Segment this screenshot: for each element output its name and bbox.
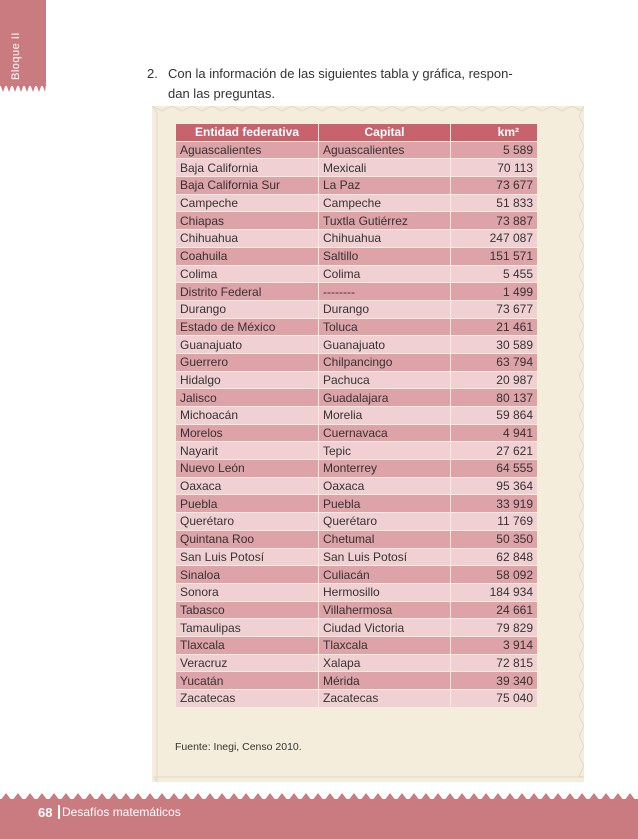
cell-km2: 24 661 [450,602,537,619]
cell-entidad: Colima [175,266,318,283]
cell-entidad: Morelos [175,425,318,442]
cell-capital: Villahermosa [318,602,450,619]
cell-km2: 95 364 [450,478,537,495]
cell-km2: 27 621 [450,442,537,459]
cell-km2: 59 864 [450,407,537,424]
cell-capital: Culiacán [318,566,450,583]
question-line-2: dan las preguntas. [168,86,275,101]
cell-entidad: Yucatán [175,672,318,689]
table-row [175,212,537,229]
table-row [175,230,537,247]
cell-km2: 39 340 [450,672,537,689]
table-row [175,690,537,707]
cell-entidad: Guerrero [175,354,318,371]
cell-capital: Toluca [318,319,450,336]
table-row [175,248,537,265]
table-row [175,549,537,566]
cell-km2: 11 769 [450,513,537,530]
cell-km2: 80 137 [450,389,537,406]
table-row [175,177,537,194]
footer-zigzag [0,793,638,801]
table-row [175,336,537,353]
cell-km2: 50 350 [450,531,537,548]
cell-entidad: Zacatecas [175,690,318,707]
cell-entidad: Puebla [175,495,318,512]
footer-separator [58,805,60,819]
cell-capital: -------- [318,283,450,300]
cell-capital: Cuernavaca [318,425,450,442]
cell-entidad: Hidalgo [175,372,318,389]
header-km2: km² [450,124,537,141]
table-row [175,372,537,389]
cell-capital: Oaxaca [318,478,450,495]
cell-km2: 30 589 [450,336,537,353]
table-row [175,655,537,672]
cell-capital: Tepic [318,442,450,459]
cell-km2: 247 087 [450,230,537,247]
table-row [175,425,537,442]
table-row [175,602,537,619]
cell-capital: Pachuca [318,372,450,389]
cell-capital: Colima [318,266,450,283]
cell-entidad: Baja California Sur [175,177,318,194]
cell-km2: 72 815 [450,655,537,672]
cell-km2: 20 987 [450,372,537,389]
cell-capital: Xalapa [318,655,450,672]
cell-km2: 21 461 [450,319,537,336]
header-entidad: Entidad federativa [175,124,318,141]
cell-capital: Morelia [318,407,450,424]
cell-km2: 33 919 [450,495,537,512]
cell-capital: Zacatecas [318,690,450,707]
cell-capital: Mexicali [318,159,450,176]
cell-capital: Chilpancingo [318,354,450,371]
cell-km2: 70 113 [450,159,537,176]
cell-capital: Durango [318,301,450,318]
cell-entidad: Coahuila [175,248,318,265]
table-row [175,389,537,406]
cell-entidad: Campeche [175,195,318,212]
table-row [175,195,537,212]
cell-entidad: Oaxaca [175,478,318,495]
table-row [175,495,537,512]
cell-km2: 1 499 [450,283,537,300]
question-number: 2. [147,66,158,81]
book-title: Desafíos matemáticos [62,805,181,819]
page-number: 68 [38,805,53,820]
cell-entidad: Veracruz [175,655,318,672]
source-note: Fuente: Inegi, Censo 2010. [175,741,302,753]
cell-km2: 3 914 [450,637,537,654]
cell-capital: San Luis Potosí [318,549,450,566]
cell-capital: Guadalajara [318,389,450,406]
cell-capital: Saltillo [318,248,450,265]
table-row [175,407,537,424]
cell-km2: 75 040 [450,690,537,707]
cell-km2: 73 677 [450,177,537,194]
table-row [175,142,537,159]
cell-entidad: Sinaloa [175,566,318,583]
table-row [175,319,537,336]
cell-entidad: Nayarit [175,442,318,459]
table-row [175,301,537,318]
cell-km2: 184 934 [450,584,537,601]
block-label: Bloque II [10,32,22,80]
cell-capital: Puebla [318,495,450,512]
table-row [175,442,537,459]
cell-entidad: Aguascalientes [175,142,318,159]
cell-capital: Querétaro [318,513,450,530]
cell-capital: Tuxtla Gutiérrez [318,212,450,229]
cell-entidad: Guanajuato [175,336,318,353]
cell-km2: 58 092 [450,566,537,583]
table-row [175,531,537,548]
cell-entidad: Durango [175,301,318,318]
cell-entidad: Tabasco [175,602,318,619]
cell-capital: Tlaxcala [318,637,450,654]
cell-capital: Aguascalientes [318,142,450,159]
table-row [175,159,537,176]
cell-km2: 79 829 [450,619,537,636]
cell-entidad: San Luis Potosí [175,549,318,566]
cell-entidad: Jalisco [175,389,318,406]
cell-entidad: Quintana Roo [175,531,318,548]
sidebar-tab [0,0,46,86]
states-table [175,123,537,708]
zigzag-edge [0,84,46,94]
cell-entidad: Nuevo León [175,460,318,477]
table-row [175,566,537,583]
cell-entidad: Querétaro [175,513,318,530]
question-line-1: Con la información de las siguientes tabla y gráfica, respon- [168,66,513,81]
cell-entidad: Chihuahua [175,230,318,247]
cell-entidad: Distrito Federal [175,283,318,300]
cell-entidad: Michoacán [175,407,318,424]
cell-entidad: Baja California [175,159,318,176]
table-row [175,266,537,283]
cell-km2: 4 941 [450,425,537,442]
table-row [175,637,537,654]
table-row [175,354,537,371]
cell-capital: La Paz [318,177,450,194]
cell-capital: Campeche [318,195,450,212]
cell-entidad: Tamaulipas [175,619,318,636]
table-row [175,584,537,601]
cell-km2: 73 887 [450,212,537,229]
table-header-row [175,124,537,141]
header-capital: Capital [318,124,450,141]
cell-capital: Hermosillo [318,584,450,601]
cell-capital: Chetumal [318,531,450,548]
table-row [175,672,537,689]
cell-entidad: Tlaxcala [175,637,318,654]
cell-capital: Mérida [318,672,450,689]
table-row [175,619,537,636]
cell-km2: 51 833 [450,195,537,212]
cell-km2: 63 794 [450,354,537,371]
cell-entidad: Sonora [175,584,318,601]
cell-km2: 5 589 [450,142,537,159]
question-text [147,64,577,104]
cell-capital: Ciudad Victoria [318,619,450,636]
table-row [175,478,537,495]
cell-entidad: Estado de México [175,319,318,336]
cell-km2: 73 677 [450,301,537,318]
cell-km2: 64 555 [450,460,537,477]
table-row [175,513,537,530]
cell-km2: 151 571 [450,248,537,265]
cell-capital: Chihuahua [318,230,450,247]
table-row [175,283,537,300]
cell-capital: Monterrey [318,460,450,477]
cell-capital: Guanajuato [318,336,450,353]
table-row [175,460,537,477]
cell-entidad: Chiapas [175,212,318,229]
cell-km2: 62 848 [450,549,537,566]
cell-km2: 5 455 [450,266,537,283]
